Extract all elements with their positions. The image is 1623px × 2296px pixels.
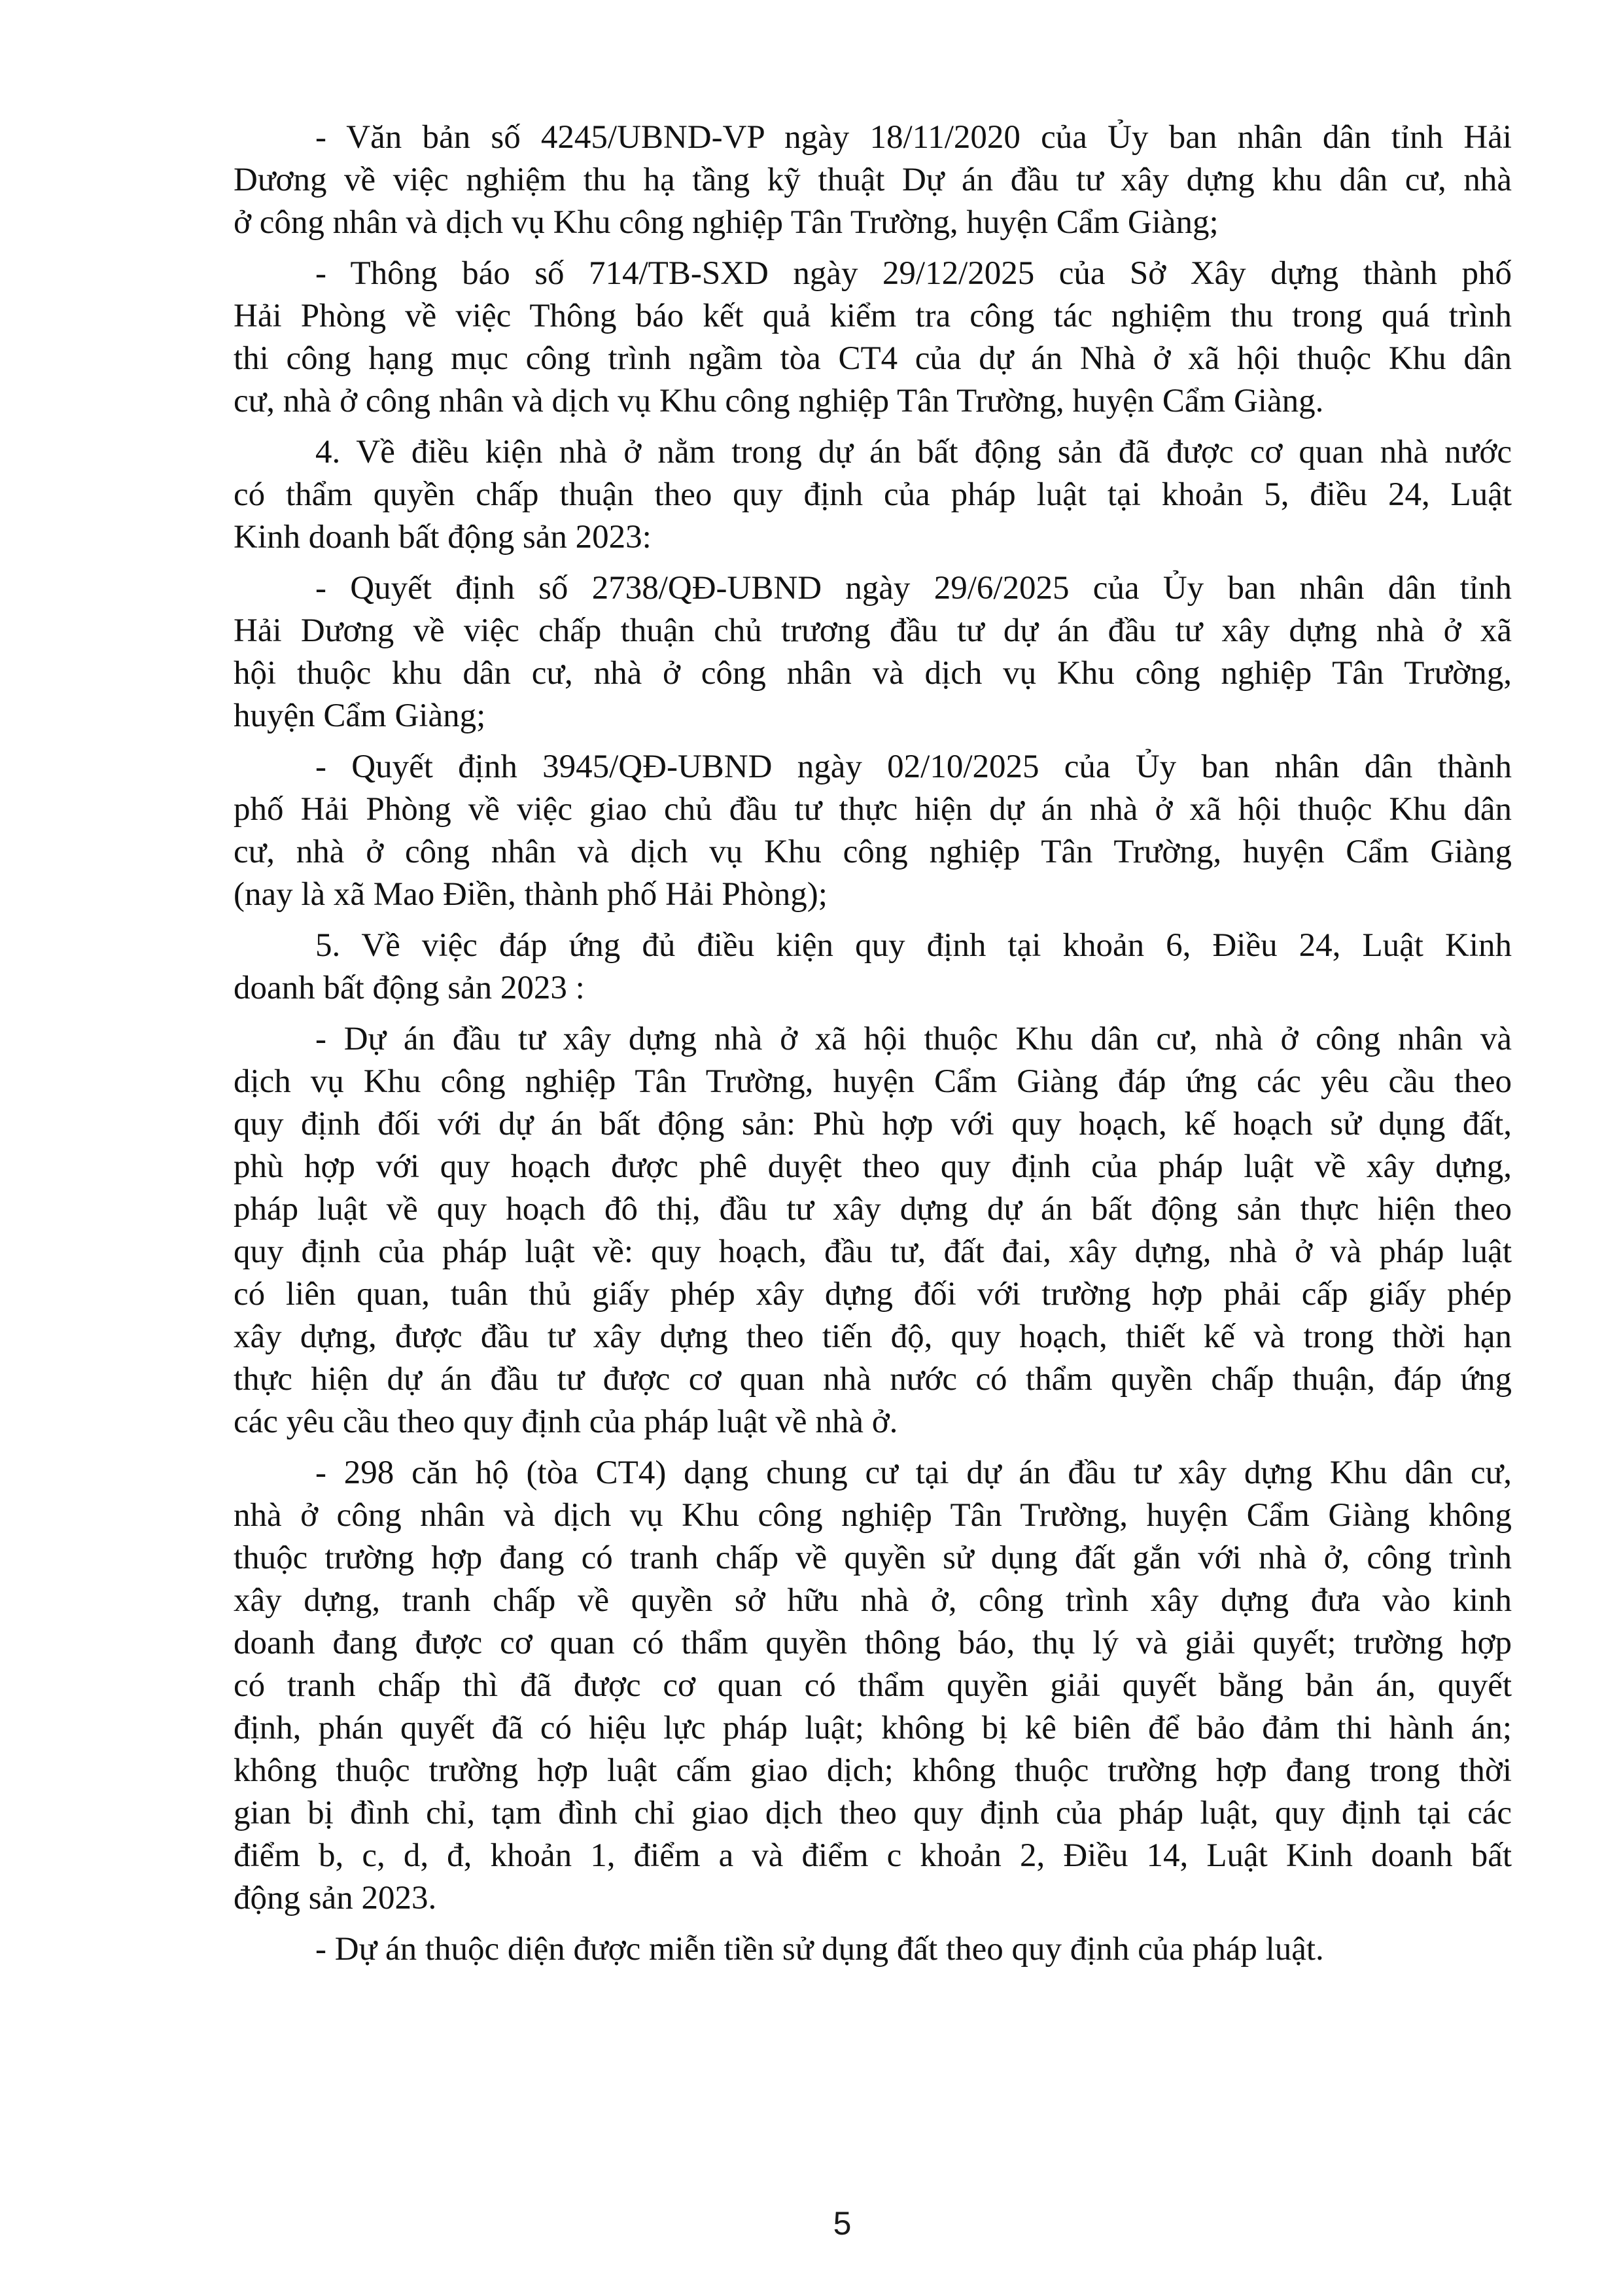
text-line xyxy=(234,1707,1512,1750)
paragraph xyxy=(234,431,1512,559)
text-line-content: có tranh chấp thì đã được cơ quan có thẩm quyền giải quyết bằng bản án, quyết xyxy=(234,1667,1512,1704)
text-line-content: phù hợp với quy hoạch được phê duyệt theo quy định của pháp luật về xây dựng, xyxy=(234,1148,1512,1185)
text-line xyxy=(234,1835,1512,1877)
text-line xyxy=(234,159,1512,202)
text-line-content: 5. Về việc đáp ứng đủ điều kiện quy định tại khoản 6, Điều 24, Luật Kinh xyxy=(315,927,1512,964)
text-line-content: phố Hải Phòng về việc giao chủ đầu tư thực hiện dự án nhà ở xã hội thuộc Khu dân xyxy=(234,791,1512,828)
paragraph xyxy=(234,1018,1512,1443)
text-line-content: thuộc trường hợp đang có tranh chấp về quyền sử dụng đất gắn với nhà ở, công trình xyxy=(234,1540,1512,1576)
text-line-content: quy định đối với dự án bất động sản: Phù hợp với quy hoạch, kế hoạch sử dụng đất, xyxy=(234,1106,1512,1142)
text-line xyxy=(234,380,1512,423)
paragraph xyxy=(234,1452,1512,1920)
text-line xyxy=(234,295,1512,338)
text-line-content: xây dựng, được đầu tư xây dựng theo tiến độ, quy hoạch, thiết kế và trong thời hạn xyxy=(234,1318,1512,1355)
text-line-content: các yêu cầu theo quy định của pháp luật về nhà ở. xyxy=(234,1404,898,1440)
paragraph xyxy=(234,567,1512,737)
paragraph xyxy=(234,116,1512,244)
text-line xyxy=(234,516,1512,559)
text-line xyxy=(234,652,1512,695)
text-line xyxy=(234,1188,1512,1231)
paragraph xyxy=(234,746,1512,916)
text-line-content: huyện Cẩm Giàng; xyxy=(234,698,486,734)
first-line-indent xyxy=(234,147,315,148)
text-line-content: - Dự án thuộc diện được miễn tiền sử dụng đất theo quy định của pháp luật. xyxy=(315,1931,1324,1968)
text-line-content: có thẩm quyền chấp thuận theo quy định của pháp luật tại khoản 5, điều 24, Luật xyxy=(234,476,1512,513)
text-line-content: dịch vụ Khu công nghiệp Tân Trường, huyện Cẩm Giàng đáp ứng các yêu cầu theo xyxy=(234,1063,1512,1100)
text-line xyxy=(234,1792,1512,1835)
text-line-content: nhà ở công nhân và dịch vụ Khu công nghiệp Tân Trường, huyện Cẩm Giàng không xyxy=(234,1497,1512,1534)
text-line xyxy=(234,1580,1512,1622)
text-line xyxy=(234,695,1512,737)
text-line-content: Hải Phòng về việc Thông báo kết quả kiểm tra công tác nghiệm thu trong quá trình xyxy=(234,298,1512,334)
text-line-content: không thuộc trường hợp luật cấm giao dịch; không thuộc trường hợp đang trong thời xyxy=(234,1752,1512,1789)
text-line xyxy=(234,1358,1512,1401)
text-line xyxy=(234,567,1512,610)
text-line xyxy=(234,874,1512,916)
text-line-content: xây dựng, tranh chấp về quyền sở hữu nhà ở, công trình xây dựng đưa vào kinh xyxy=(234,1582,1512,1619)
text-line xyxy=(234,1750,1512,1792)
text-line xyxy=(234,474,1512,516)
text-line-content: doanh đang được cơ quan có thẩm quyền thông báo, thụ lý và giải quyết; trường hợp xyxy=(234,1625,1512,1661)
first-line-indent xyxy=(234,283,315,284)
text-line xyxy=(234,1622,1512,1665)
text-line xyxy=(234,831,1512,874)
text-line-content: động sản 2023. xyxy=(234,1880,437,1916)
text-line xyxy=(234,1401,1512,1443)
text-line-content: thi công hạng mục công trình ngầm tòa CT4 của dự án Nhà ở xã hội thuộc Khu dân xyxy=(234,340,1512,377)
page-footer xyxy=(31,2204,1623,2243)
paragraph xyxy=(234,253,1512,423)
text-line xyxy=(234,1146,1512,1188)
text-line xyxy=(234,1231,1512,1273)
text-line xyxy=(234,1665,1512,1707)
text-line xyxy=(234,1928,1512,1971)
first-line-indent xyxy=(234,598,315,599)
text-line-content: - Văn bản số 4245/UBND-VP ngày 18/11/2020 của Ủy ban nhân dân tỉnh Hải xyxy=(315,119,1512,156)
text-line-content: cư, nhà ở công nhân và dịch vụ Khu công nghiệp Tân Trường, huyện Cẩm Giàng. xyxy=(234,383,1324,419)
text-line xyxy=(234,967,1512,1010)
text-line-content: hội thuộc khu dân cư, nhà ở công nhân và dịch vụ Khu công nghiệp Tân Trường, xyxy=(234,655,1512,692)
paragraph xyxy=(234,925,1512,1010)
text-line-content: - Dự án đầu tư xây dựng nhà ở xã hội thuộc Khu dân cư, nhà ở công nhân và xyxy=(315,1021,1512,1057)
text-line-content: Kinh doanh bất động sản 2023: xyxy=(234,519,652,556)
text-line xyxy=(234,1316,1512,1358)
text-line xyxy=(234,1877,1512,1920)
text-line xyxy=(234,1018,1512,1061)
page-number: 5 xyxy=(833,2205,852,2242)
text-line-content: có liên quan, tuân thủ giấy phép xây dựng đối với trường hợp phải cấp giấy phép xyxy=(234,1276,1512,1313)
text-line-content: Dương về việc nghiệm thu hạ tầng kỹ thuật Dự án đầu tư xây dựng khu dân cư, nhà xyxy=(234,162,1512,198)
text-line xyxy=(234,610,1512,652)
first-line-indent xyxy=(234,1049,315,1050)
text-line xyxy=(234,338,1512,380)
text-line xyxy=(234,1537,1512,1580)
text-line xyxy=(234,116,1512,159)
text-line-content: thực hiện dự án đầu tư được cơ quan nhà nước có thẩm quyền chấp thuận, đáp ứng xyxy=(234,1361,1512,1398)
text-line-content: - 298 căn hộ (tòa CT4) dạng chung cư tại dự án đầu tư xây dựng Khu dân cư, xyxy=(315,1455,1512,1491)
text-line-content: doanh bất động sản 2023 : xyxy=(234,970,585,1006)
text-line-content: - Quyết định số 2738/QĐ-UBND ngày 29/6/2025 của Ủy ban nhân dân tỉnh xyxy=(315,570,1512,607)
text-line-content: 4. Về điều kiện nhà ở nằm trong dự án bất động sản đã được cơ quan nhà nước xyxy=(315,434,1512,470)
text-line-content: (nay là xã Mao Điền, thành phố Hải Phòng); xyxy=(234,876,828,913)
first-line-indent xyxy=(234,1959,315,1960)
text-line xyxy=(234,202,1512,244)
text-line-content: điểm b, c, d, đ, khoản 1, điểm a và điểm c khoản 2, Điều 14, Luật Kinh doanh bất xyxy=(234,1837,1512,1874)
text-line xyxy=(234,431,1512,474)
text-line-content: pháp luật về quy hoạch đô thị, đầu tư xây dựng dự án bất động sản thực hiện theo xyxy=(234,1191,1512,1227)
text-line xyxy=(234,1452,1512,1494)
text-line xyxy=(234,925,1512,967)
text-line xyxy=(234,1061,1512,1103)
text-line-content: Hải Dương về việc chấp thuận chủ trương đầu tư dự án đầu tư xây dựng nhà ở xã xyxy=(234,612,1512,649)
text-line xyxy=(234,788,1512,831)
text-line xyxy=(234,1103,1512,1146)
text-line-content: cư, nhà ở công nhân và dịch vụ Khu công nghiệp Tân Trường, huyện Cẩm Giàng xyxy=(234,834,1512,870)
text-line-content: định, phán quyết đã có hiệu lực pháp luật; không bị kê biên để bảo đảm thi hành án; xyxy=(234,1710,1512,1746)
text-line-content: - Quyết định 3945/QĐ-UBND ngày 02/10/2025 của Ủy ban nhân dân thành xyxy=(315,749,1512,785)
first-line-indent xyxy=(234,462,315,463)
text-line xyxy=(234,1273,1512,1316)
paragraph xyxy=(234,1928,1512,1971)
text-line-content: - Thông báo số 714/TB-SXD ngày 29/12/2025 của Sở Xây dựng thành phố xyxy=(315,255,1512,292)
first-line-indent xyxy=(234,955,315,956)
text-line xyxy=(234,253,1512,295)
text-line-content: ở công nhân và dịch vụ Khu công nghiệp Tân Trường, huyện Cẩm Giàng; xyxy=(234,204,1219,241)
text-line-content: gian bị đình chỉ, tạm đình chỉ giao dịch theo quy định của pháp luật, quy định tại các xyxy=(234,1795,1512,1831)
document-body xyxy=(234,116,1512,1971)
text-line-content: quy định của pháp luật về: quy hoạch, đầu tư, đất đai, xây dựng, nhà ở và pháp luật xyxy=(234,1233,1512,1270)
text-line xyxy=(234,746,1512,788)
text-line xyxy=(234,1494,1512,1537)
